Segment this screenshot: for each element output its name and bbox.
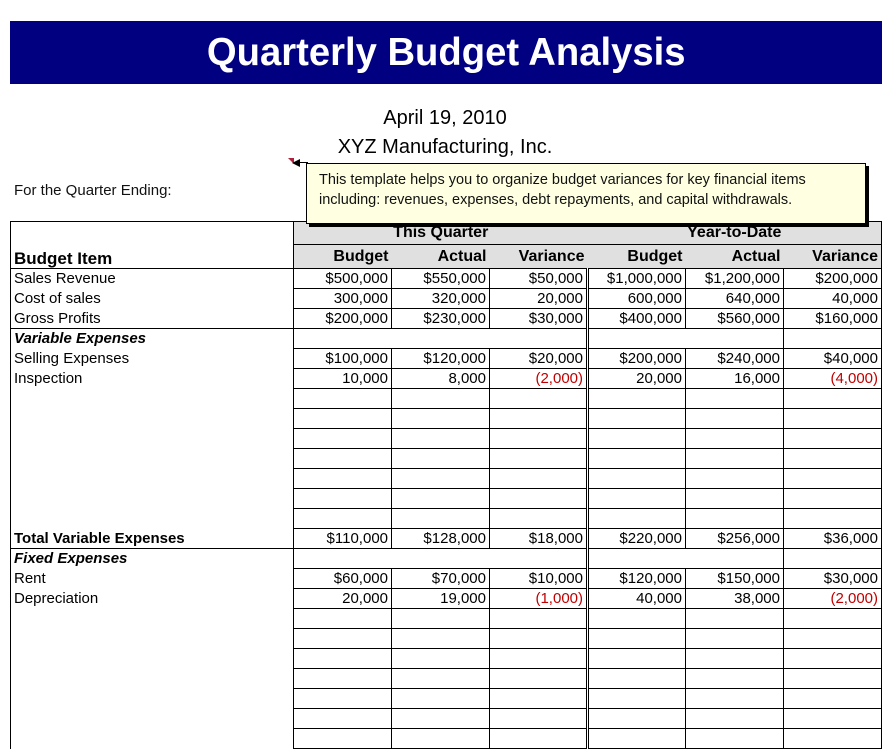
cell-qtr-variance[interactable]: $20,000 [490, 349, 588, 369]
cell-ytd-budget[interactable]: 20,000 [588, 369, 686, 389]
cell-qtr-actual[interactable]: $70,000 [392, 569, 490, 589]
group-header-year-to-date: Year-to-Date [588, 222, 882, 245]
blank-cell[interactable] [784, 669, 882, 689]
table-row-cost-of-sales [11, 289, 882, 309]
cell-qtr-budget[interactable]: 10,000 [294, 369, 392, 389]
row-label[interactable]: Rent [11, 569, 294, 589]
blank-cell[interactable] [588, 469, 686, 489]
blank-cell[interactable] [294, 669, 392, 689]
blank-cell[interactable] [294, 729, 392, 749]
blank-row [11, 489, 882, 509]
cell-ytd-variance[interactable]: $40,000 [784, 349, 882, 369]
cell-qtr-budget[interactable]: $100,000 [294, 349, 392, 369]
cell-qtr-budget[interactable]: 20,000 [294, 589, 392, 609]
col-header-ytd-variance: Variance [784, 245, 882, 269]
cell-ytd-variance[interactable]: (4,000) [784, 369, 882, 389]
section-row-variable-expenses [11, 329, 882, 349]
blank-cell[interactable] [588, 729, 686, 749]
blank-label-cell[interactable] [11, 429, 294, 449]
row-label[interactable]: Sales Revenue [11, 269, 294, 289]
blank-cell[interactable] [392, 689, 490, 709]
blank-cell[interactable] [294, 609, 392, 629]
blank-cell[interactable] [392, 429, 490, 449]
row-label[interactable]: Depreciation [11, 589, 294, 609]
blank-cell[interactable] [490, 729, 588, 749]
blank-cell[interactable] [392, 489, 490, 509]
cell-qtr-variance[interactable]: $10,000 [490, 569, 588, 589]
cell-ytd-actual[interactable]: $560,000 [686, 309, 784, 329]
blank-row [11, 669, 882, 689]
page-title: Quarterly Budget Analysis [206, 30, 686, 74]
blank-cell[interactable] [588, 669, 686, 689]
blank-cell[interactable] [686, 649, 784, 669]
table-row-sales-revenue [11, 269, 882, 289]
blank-cell[interactable] [490, 489, 588, 509]
blank-cell[interactable] [294, 549, 588, 569]
blank-cell[interactable] [294, 629, 392, 649]
blank-cell[interactable] [294, 449, 392, 469]
blank-cell[interactable] [294, 389, 392, 409]
blank-cell[interactable] [686, 389, 784, 409]
cell-ytd-variance[interactable]: $30,000 [784, 569, 882, 589]
cell-qtr-budget[interactable]: $500,000 [294, 269, 392, 289]
section-row-fixed-expenses [11, 549, 882, 569]
blank-cell[interactable] [490, 509, 588, 529]
cell-qtr-variance[interactable]: $30,000 [490, 309, 588, 329]
comment-text-line-2: including: revenues, expenses, debt repayments, and capital withdrawals. [319, 192, 793, 208]
blank-cell[interactable] [588, 709, 686, 729]
row-label[interactable]: Cost of sales [11, 289, 294, 309]
blank-cell[interactable] [294, 649, 392, 669]
blank-cell[interactable] [294, 329, 588, 349]
blank-cell[interactable] [686, 729, 784, 749]
blank-cell[interactable] [588, 509, 686, 529]
cell-qtr-variance[interactable]: 20,000 [490, 289, 588, 309]
blank-cell[interactable] [392, 469, 490, 489]
blank-label-cell[interactable] [11, 449, 294, 469]
blank-cell[interactable] [784, 389, 882, 409]
blank-label-cell[interactable] [11, 409, 294, 429]
blank-cell[interactable] [784, 709, 882, 729]
cell-comment-tooltip [306, 163, 866, 224]
blank-row [11, 509, 882, 529]
blank-label-cell[interactable] [11, 609, 294, 629]
col-header-qtr-actual: Actual [392, 245, 490, 269]
blank-row [11, 709, 882, 729]
blank-cell[interactable] [686, 709, 784, 729]
title-banner [10, 21, 882, 84]
blank-cell[interactable] [392, 729, 490, 749]
cell-ytd-variance[interactable]: $200,000 [784, 269, 882, 289]
blank-label-cell[interactable] [11, 389, 294, 409]
cell-qtr-actual[interactable]: $120,000 [392, 349, 490, 369]
table-row-depreciation [11, 589, 882, 609]
cell-qtr-budget[interactable]: $200,000 [294, 309, 392, 329]
col-header-ytd-actual: Actual [686, 245, 784, 269]
blank-cell[interactable] [392, 629, 490, 649]
blank-cell[interactable] [392, 409, 490, 429]
blank-cell[interactable] [784, 429, 882, 449]
blank-cell[interactable] [490, 389, 588, 409]
blank-cell[interactable] [392, 649, 490, 669]
budget-item-header: Budget Item [11, 222, 294, 269]
blank-row [11, 609, 882, 629]
blank-cell[interactable] [588, 689, 686, 709]
blank-cell[interactable] [294, 409, 392, 429]
cell-qtr-actual[interactable]: 19,000 [392, 589, 490, 609]
group-header-this-quarter: This Quarter [294, 222, 588, 245]
cell-qtr-budget[interactable]: $60,000 [294, 569, 392, 589]
blank-cell[interactable] [490, 649, 588, 669]
blank-cell[interactable] [588, 389, 686, 409]
blank-cell[interactable] [588, 429, 686, 449]
blank-row [11, 449, 882, 469]
cell-ytd-variance[interactable]: $36,000 [784, 529, 882, 549]
blank-cell[interactable] [784, 629, 882, 649]
row-label[interactable]: Selling Expenses [11, 349, 294, 369]
cell-ytd-budget[interactable]: $1,000,000 [588, 269, 686, 289]
cell-qtr-variance[interactable]: $50,000 [490, 269, 588, 289]
section-label[interactable]: Fixed Expenses [11, 549, 294, 569]
col-header-qtr-budget: Budget [294, 245, 392, 269]
group-header-row [11, 222, 882, 245]
blank-cell[interactable] [784, 409, 882, 429]
blank-cell[interactable] [392, 509, 490, 529]
cell-ytd-variance[interactable]: 40,000 [784, 289, 882, 309]
cell-ytd-actual[interactable]: $1,200,000 [686, 269, 784, 289]
blank-cell[interactable] [392, 609, 490, 629]
col-header-qtr-variance: Variance [490, 245, 588, 269]
blank-cell[interactable] [784, 729, 882, 749]
blank-label-cell[interactable] [11, 649, 294, 669]
row-label[interactable]: Total Variable Expenses [11, 529, 294, 549]
blank-cell[interactable] [784, 329, 882, 349]
row-label[interactable]: Gross Profits [11, 309, 294, 329]
blank-cell[interactable] [294, 689, 392, 709]
blank-row [11, 629, 882, 649]
blank-cell[interactable] [392, 389, 490, 409]
table-row-selling-expenses [11, 349, 882, 369]
blank-cell[interactable] [294, 489, 392, 509]
blank-cell[interactable] [588, 649, 686, 669]
blank-cell[interactable] [784, 449, 882, 469]
blank-row [11, 729, 882, 749]
blank-row [11, 469, 882, 489]
col-header-ytd-budget: Budget [588, 245, 686, 269]
blank-label-cell[interactable] [11, 469, 294, 489]
cell-ytd-budget[interactable]: $120,000 [588, 569, 686, 589]
blank-cell[interactable] [784, 509, 882, 529]
cell-ytd-variance[interactable]: $160,000 [784, 309, 882, 329]
table-row-gross-profits [11, 309, 882, 329]
blank-cell[interactable] [686, 429, 784, 449]
blank-cell[interactable] [294, 469, 392, 489]
cell-ytd-actual[interactable]: $256,000 [686, 529, 784, 549]
table-row-total-variable-expenses [11, 529, 882, 549]
blank-cell[interactable] [686, 609, 784, 629]
blank-cell[interactable] [784, 689, 882, 709]
blank-row [11, 689, 882, 709]
blank-cell[interactable] [588, 329, 784, 349]
blank-cell[interactable] [490, 669, 588, 689]
blank-cell[interactable] [588, 549, 784, 569]
blank-cell[interactable] [784, 489, 882, 509]
blank-cell[interactable] [490, 429, 588, 449]
blank-row [11, 389, 882, 409]
blank-cell[interactable] [784, 549, 882, 569]
cell-ytd-budget[interactable]: $400,000 [588, 309, 686, 329]
blank-row [11, 429, 882, 449]
cell-qtr-actual[interactable]: 320,000 [392, 289, 490, 309]
blank-cell[interactable] [588, 629, 686, 649]
budget-table [10, 221, 882, 749]
blank-cell[interactable] [588, 409, 686, 429]
blank-cell[interactable] [490, 629, 588, 649]
row-label[interactable]: Inspection [11, 369, 294, 389]
cell-qtr-budget[interactable]: 300,000 [294, 289, 392, 309]
blank-cell[interactable] [490, 609, 588, 629]
cell-qtr-budget[interactable]: $110,000 [294, 529, 392, 549]
table-row-inspection [11, 369, 882, 389]
blank-cell[interactable] [490, 409, 588, 429]
blank-cell[interactable] [392, 709, 490, 729]
blank-label-cell[interactable] [11, 629, 294, 649]
blank-cell[interactable] [490, 689, 588, 709]
blank-cell[interactable] [588, 489, 686, 509]
cell-ytd-variance[interactable]: (2,000) [784, 589, 882, 609]
blank-cell[interactable] [686, 449, 784, 469]
cell-ytd-actual[interactable]: 38,000 [686, 589, 784, 609]
blank-cell[interactable] [588, 609, 686, 629]
cell-qtr-actual[interactable]: $230,000 [392, 309, 490, 329]
blank-cell[interactable] [784, 649, 882, 669]
blank-label-cell[interactable] [11, 729, 294, 749]
report-date[interactable]: April 19, 2010 [383, 107, 507, 129]
blank-row [11, 649, 882, 669]
blank-label-cell[interactable] [11, 689, 294, 709]
cell-ytd-actual[interactable]: 16,000 [686, 369, 784, 389]
quarter-ending-label: For the Quarter Ending: [14, 182, 172, 199]
blank-cell[interactable] [784, 469, 882, 489]
cell-qtr-actual[interactable]: $550,000 [392, 269, 490, 289]
table-row-rent [11, 569, 882, 589]
blank-cell[interactable] [392, 449, 490, 469]
comment-arrow-icon [292, 159, 300, 167]
cell-ytd-actual[interactable]: $240,000 [686, 349, 784, 369]
cell-ytd-actual[interactable]: $150,000 [686, 569, 784, 589]
cell-qtr-variance[interactable]: (2,000) [490, 369, 588, 389]
blank-label-cell[interactable] [11, 709, 294, 729]
blank-cell[interactable] [686, 629, 784, 649]
cell-qtr-variance[interactable]: $18,000 [490, 529, 588, 549]
blank-cell[interactable] [392, 669, 490, 689]
blank-cell[interactable] [294, 509, 392, 529]
cell-ytd-budget[interactable]: $220,000 [588, 529, 686, 549]
cell-ytd-actual[interactable]: 640,000 [686, 289, 784, 309]
blank-label-cell[interactable] [11, 489, 294, 509]
blank-cell[interactable] [588, 449, 686, 469]
blank-cell[interactable] [784, 609, 882, 629]
blank-cell[interactable] [294, 709, 392, 729]
budget-sheet [10, 221, 882, 749]
cell-ytd-budget[interactable]: 40,000 [588, 589, 686, 609]
cell-qtr-actual[interactable]: $128,000 [392, 529, 490, 549]
cell-qtr-actual[interactable]: 8,000 [392, 369, 490, 389]
blank-cell[interactable] [686, 409, 784, 429]
cell-ytd-budget[interactable]: $200,000 [588, 349, 686, 369]
blank-cell[interactable] [686, 469, 784, 489]
cell-ytd-budget[interactable]: 600,000 [588, 289, 686, 309]
blank-label-cell[interactable] [11, 669, 294, 689]
blank-cell[interactable] [686, 509, 784, 529]
blank-label-cell[interactable] [11, 509, 294, 529]
blank-cell[interactable] [490, 469, 588, 489]
blank-cell[interactable] [490, 449, 588, 469]
blank-cell[interactable] [686, 669, 784, 689]
blank-cell[interactable] [294, 429, 392, 449]
blank-cell[interactable] [490, 709, 588, 729]
blank-row [11, 409, 882, 429]
blank-cell[interactable] [686, 489, 784, 509]
blank-cell[interactable] [686, 689, 784, 709]
cell-qtr-variance[interactable]: (1,000) [490, 589, 588, 609]
company-name[interactable]: XYZ Manufacturing, Inc. [337, 136, 553, 158]
section-label[interactable]: Variable Expenses [11, 329, 294, 349]
comment-text-line-1: This template helps you to organize budget variances for key financial items [319, 172, 806, 188]
